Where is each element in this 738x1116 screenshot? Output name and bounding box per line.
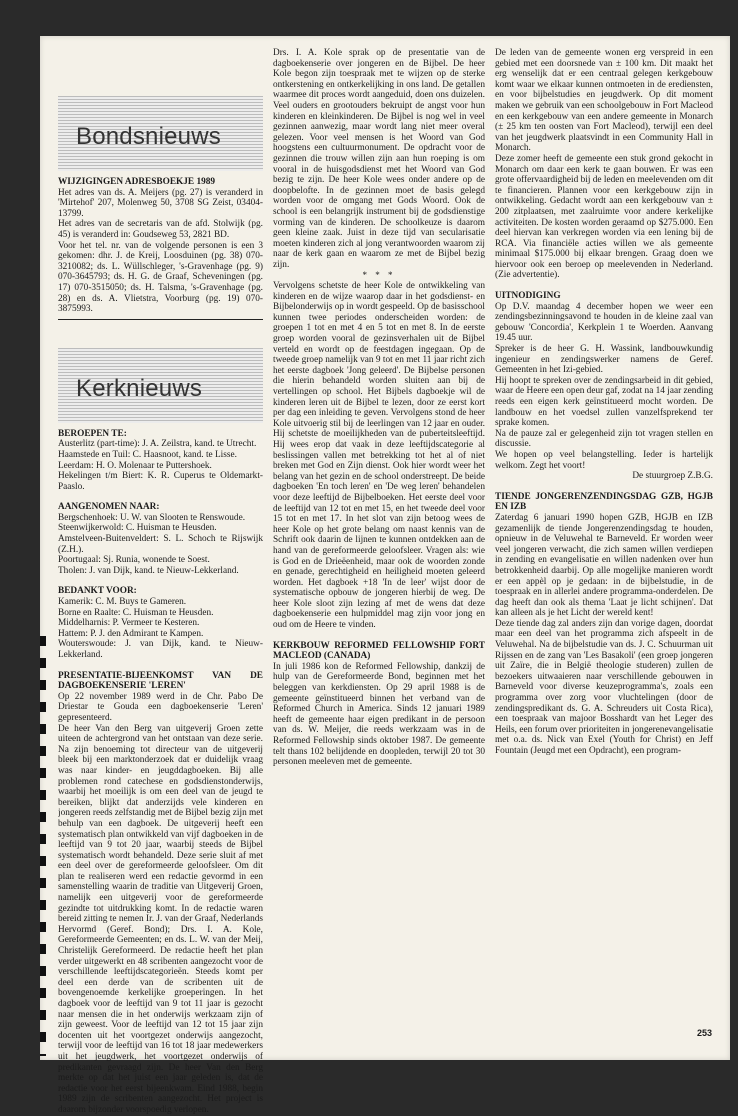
magazine-page [40, 36, 730, 1115]
paragraph: Hij hoopt te spreken over de zendingsarbeid in dit gebied, waar de Heere een open deur gaf, zodat na 14 jaar zending reeds een eigen kerk geïnstitueerd mocht worden. De landbouw en het voedsel zullen vanzelfsprekend ter sprake komen. [495, 375, 713, 429]
bedankt-heading: BEDANKT VOOR: [58, 586, 137, 597]
list-item: Haamstede en Tuil: C. Haasnoot, kand. te Lisse. [58, 449, 237, 460]
list-item: Amstelveen-Buitenveldert: S. L. Schoch te Rijswijk (Z.H.). [58, 534, 263, 555]
paragraph: De leden van de gemeente wonen erg verspreid in een gebied met een doorsnede van ± 100 km. Dit maakt het erg wenselijk dat er een centraal gelegen kerkgebouw komt waar we elkaar kunnen ontmoeten in de erediensten, en voor bijbelstudies en jeugdwerk. Op dit moment maken we gebruik van een schoolgebouw in Fort Macleod en een kerkgebouw van een andere gemeente in Monarch (± 25 km ten oosten van Fort Macleod), terwijl een deel van het jeugdwerk plaatsvindt in een Community Hall in Monarch. [495, 48, 713, 154]
list-item: Austerlitz (part-time): J. A. Zeilstra, kand. te Utrecht. [58, 439, 257, 450]
list-item: Kamerik: C. M. Buys te Gameren. [58, 597, 187, 608]
paragraph: Drs. I. A. Kole sprak op de presentatie van de dagboekenserie over jongeren en de Bijbel. De heer Kole begon zijn toespraak met te wijzen op de sterke ontkerstening en ontkerkelijking in ons land. De getallen waarmee dit proces wordt aangeduid, doen ons duizelen. Veel ouders en grootouders bekruipt de angst voor hun kinderen en kleinkinderen. De Bijbel is nog wel in veel gezinnen aanwezig, maar wordt lang niet meer overal gelezen. Voor veel mensen is het Woord van God hoogstens een cultuurmonument. De opdracht voor de gezinnen die trouw willen zijn aan hun roeping is om vooral in de huisgodsdienst met het Woord van God bezig te zijn. De heer Kole wees onder andere op de doopbelofte. In de gezinnen moet de basis gelegd worden voor de omgang met Gods Woord. Ook de school is een belangrijk instrument bij de godsdienstige vorming van de kinderen. De schoolkeuze is daarom geen kleine zaak. Juist in deze tijd van secularisatie moeten kinderen zich al jong verantwoorden waarom zij naar de kerk gaan en waarom ze met de Bijbel bezig zijn. [273, 48, 485, 270]
signature: De stuurgroep Z.B.G. [632, 471, 713, 482]
list-item: Hattem: P. J. den Admirant te Kampen. [58, 628, 204, 639]
list-item: Bergschenhoek: U. W. van Slooten te Renswoude. [58, 512, 246, 523]
paragraph: Vervolgens schetste de heer Kole de ontwikkeling van kinderen en de wijze waarop daar in het godsdienst- en Bijbelonderwijs op in wordt gespeeld. Op de basisschool kunnen twee periodes onderscheiden worden: de groepen 1 tot en met 4 en 5 tot en met 8. In de eerste groep worden vooral de gezinsverhalen uit de Bijbel verteld en wordt op de feestdagen ingegaan. Op de tweede groep namelijk van 9 tot en met 11 jaar richt zich het eerste dagboek 'Jong geleerd'. De Bijbelse personen die hierin behandeld worden sluiten aan bij de vertellingen op school. Het Bijbels dagboekje wil de kinderen leren uit de Bijbel te lezen, door ze eerst kort per dag een inleiding te geven. Vervolgens stond de heer Kole uitvoerig stil bij de leerlingen van 12 jaar en ouder. Hij schetste de moeilijkheden van de puberteitsleeftijd. Hij wees erop dat vaak in deze leeftijdscategorie al beslissingen vallen met betrekking tot het al of niet breken met God en Zijn dienst. Ook hier wordt weer het belang van het gezin en de school onderstreept. De beide dagboeken 'En toch leren' en 'De weg leren' behandelen voor deze leeftijd de Bijbelboeken. Het eerste deel voor de leeftijd van 12 tot en met 15, en het tweede deel voor 15 tot en met 17. In het slot van zijn betoog wees de heer Kole op het grote belang om naast kennis van de Schrift ook daarin de lijnen te kunnen ontdekken aan de hand van de gereformeerde geloofsleer. Vragen als: wie is God en de Drieëenheid, maar ook de woorden zonde en genade, gerechtigheid en heiligheid moeten geleerd worden. Het dagboek +18 'In de leer' wijst door de systematische opbouw de jongeren hierbij de weg. De heer Kole sloot zijn lezing af met de wens dat deze dagboekenserie een hulpmiddel mag zijn voor jong en oud om de Heere te vinden. [273, 281, 485, 631]
paragraph: Zaterdag 6 januari 1990 hopen GZB, HGJB en IZB gezamenlijk de tiende Jongerenzendingsdag te houden, opnieuw in de Veluwehal te Barneveld. Er worden weer veel jongeren verwacht, die zich samen willen verdiepen in zending en evangelisatie en willen nadenken over hun betrokkenheid daarbij. Op alle mogelijke manieren wordt er een appèl op je gedaan: in de bijbelstudie, in de toespraak en in allerlei andere programma-onderdelen. De dag heeft dan ook als thema 'Laat je licht schijnen'. Dat kan alleen als je het Licht der wereld kent! [495, 512, 713, 619]
kerkbouw-heading: KERKBOUW REFORMED FELLOWSHIP FORT MACLEOD (CANADA) [273, 640, 485, 662]
list-item: Poortugaal: Sj. Runia, wonende te Soest. [58, 555, 210, 566]
list-item: Borne en Raalte: C. Huisman te Heusden. [58, 607, 214, 618]
jongerenzendingsdag-heading: TIENDE JONGERENZENDINGSDAG GZB, HGJB EN IZB [495, 491, 713, 513]
list-item: Tholen: J. van Dijk, kand. te Nieuw-Lekkerland. [58, 565, 239, 576]
paragraph: Op D.V. maandag 4 december hopen we weer een zendingsbezinningsavond te houden in de kleine zaal van gebouw 'Concordia', Kerkplein 1 te Woerden. Aanvang 19.45 uur. [495, 301, 713, 344]
column-3 [495, 48, 713, 1033]
kerknieuws-title: Kerknieuws [76, 374, 203, 402]
paragraph: De heer Van den Berg van uitgeverij Groen zette uiteen de achtergrond van het ontstaan van deze serie. Na zijn benoeming tot directeur van de uitgeverij bleek bij een marktonderzoek dat er duidelijk vraag was naar kinder- en jeugddagboeken. Bij alle problemen rond catechese en godsdienstonderwijs, waarbij het moeilijk is om een deel van de jeugd te bereiken, blijkt dat anderzijds vele kinderen en jongeren reeds zelfstandig met de Bijbel bezig zijn met behulp van een dagboek. De uitgeverij heeft een systematisch plan ontwikkeld van vijf dagboeken in de leeftijd van 9 tot 20 jaar, waarbij steeds de Bijbel systematisch wordt behandeld. Deze serie sluit af met een deel over de gereformeerde geloofsleer. Om dit plan te realiseren werd een redactie gevormd in een samenstelling waarin de traditie van Uitgeverij Groen, namelijk een uitgeverij voor de gereformeerde gezindte tot uitdrukking komt. In de redactie waren bereid zitting te nemen Ir. J. van der Graaf, Nederlands Hervormd (Geref. Bond); Drs. I. A. Kole, Gereformeerde Gemeenten; en ds. L. W. van der Meij, Christelijk Gereformeerd. De redactie heeft het plan verder uitgewerkt en 48 scribenten aangezocht voor de verschillende leeftijdscategorieën. Steeds komt per deel een derde van de scribenten uit de bovengenoemde kerkelijke groeperingen. In het dagboek voor de leeftijd van 9 tot 11 jaar is gezocht naar mensen die in het onderwijs werkzaam zijn of zijn geweest. Voor de leeftijd van 12 tot 15 jaar zijn docenten uit het voortgezet onderwijs aangezocht, terwijl voor de leeftijd van 16 tot 18 jaar medewerkers uit het jeugdwerk, het voortgezet onderwijs of predikanten gevraagd zijn. De heer Van den Berg merkte op dat het juist een jaar geleden is, dat de redactie voor het eerst bijeenkwam. Eind 1988, begin 1989 zijn de scribenten aangezocht. Het project is daarom bijzonder voorspoedig verlopen. [58, 723, 263, 1115]
list-item: Middelharnis: P. Vermeer te Kesteren. [58, 618, 200, 629]
bondsnieuws-banner [58, 96, 263, 171]
paragraph: In juli 1986 kon de Reformed Fellowship, dankzij de hulp van de Gereformeerde Bond, beginnen met het beleggen van kerkdiensten. Op 29 april 1988 is de gemeente geïnstitueerd binnen het verband van de Reformed Church in America. Sinds 12 januari 1989 heeft de gemeente haar eigen predikant in de persoon van ds. W. Meijer, die reeds werkzaam was in de Reformed Fellowship sinds oktober 1987. De gemeente telt thans 102 belijdende en doopleden, terwijl 20 tot 30 personen meeleven met de gemeente. [273, 661, 485, 768]
paragraph: Het adres van de secretaris van de afd. Stolwijk (pg. 45) is veranderd in: Goudseweg 53, 2821 BD. [58, 219, 263, 240]
kerknieuws-banner [58, 348, 263, 423]
list-item: Leerdam: H. O. Molenaar te Puttershoek. [58, 460, 212, 471]
aangenomen-heading: AANGENOMEN NAAR: [58, 502, 160, 513]
presentatie-heading: PRESENTATIE-BIJEENKOMST VAN DE DAGBOEKENSERIE 'LEREN' [58, 670, 263, 692]
separator: * * * [362, 270, 396, 281]
paragraph: Voor het tel. nr. van de volgende personen is een 3 gekomen: dhr. J. de Kreij, Loosduinen (pg. 38) 070-3210082; ds. L. Wüllschleger, 's-Gravenhage (pg. 9) 070-3645793; ds. H. G. de Graaf, Scheveningen (pg. 17) 070-3515050; ds. H. Talsma, 's-Gravenhage (pg. 28) en ds. A. Vlietstra, Voorburg (pg. 19) 070-3875993. [58, 240, 263, 315]
paragraph: Spreker is de heer G. H. Wassink, landbouwkundig ingenieur en zendingswerker namens de Geref. Gemeenten in het Izi-gebied. [495, 344, 713, 376]
paragraph: Het adres van ds. A. Meijers (pg. 27) is veranderd in 'Mirtehof' 207, Molenweg 50, 3708 SG Zeist, 03404-13799. [58, 187, 263, 219]
list-item: Hekelingen t/m Biert: K. R. Cuperus te Oldemarkt-Paaslo. [58, 471, 263, 492]
paragraph: Deze zomer heeft de gemeente een stuk grond gekocht in Monarch om daar een kerk te gaan bouwen. Er was een grote offervaardigheid bij de leden en meelevenden om dit te financieren. Plannen voor een kerkgebouw zijn in ontwikkeling. Gedacht wordt aan een kerkgebouw van ± 200 zitplaatsen, met zaalruimte voor andere kerkelijke activiteiten. De kosten worden geraamd op $275.000. Een deel hiervan kan verkregen worden via een lening bij de RCA. Via financiële acties willen we als gemeente minimaal $175.000 bij elkaar brengen. Graag doen we hiervoor ook een beroep op meelevenden in Nederland. (Zie advertentie). [495, 153, 713, 281]
page-number: 253 [696, 1028, 712, 1038]
section-divider [58, 319, 263, 320]
column-1 [58, 96, 263, 1116]
bondsnieuws-title: Bondsnieuws [76, 123, 221, 150]
paragraph: Na de pauze zal er gelegenheid zijn tot vragen stellen en discussie. [495, 428, 713, 450]
list-item: Steenwijkerwold: C. Huisman te Heusden. [58, 523, 217, 534]
scan-edge-marks [40, 636, 46, 1056]
adresboekje-heading: WIJZIGINGEN ADRESBOEKJE 1989 [58, 177, 216, 187]
paragraph: Op 22 november 1989 werd in de Chr. Pabo De Driestar te Gouda een dagboekenserie 'Leren' gepresenteerd. [58, 691, 263, 723]
column-2 [273, 48, 485, 1048]
list-item: Wouterswoude: J. van Dijk, kand. te Nieuw-Lekkerland. [58, 639, 263, 660]
paragraph: We hopen op veel belangstelling. Ieder is hartelijk welkom. Zegt het voort! [495, 449, 713, 471]
paragraph: Deze tiende dag zal anders zijn dan vorige dagen, doordat maar een deel van het programma zich afspeelt in de Veluwehal. Na de bijbelstudie van ds. J. C. Schuurman uit Rijssen en de zang van 'Les Basakoli' (een groep jongeren uit Zaïre, die in België theologie studeren) zullen de bezoekers uitwaaieren naar verschillende gebouwen in Barneveld voor diverse keuzeprogramma's, zoals een programma over zorg voor vluchtelingen (door de zendingspredikant ds. G. A. Schreuders uit Costa Rica), een toespraak van majoor Bosshardt van het Leger des Heils, een forum over prioriteiten in jongerenevangelisatie met o.a. ds. Nick van Exel (Youth for Christ) en Jeff Fountain (Jeugd met een Opdracht), een program- [495, 618, 713, 756]
uitnodiging-heading: UITNODIGING [495, 291, 561, 302]
beroepen-heading: BEROEPEN TE: [58, 428, 127, 439]
